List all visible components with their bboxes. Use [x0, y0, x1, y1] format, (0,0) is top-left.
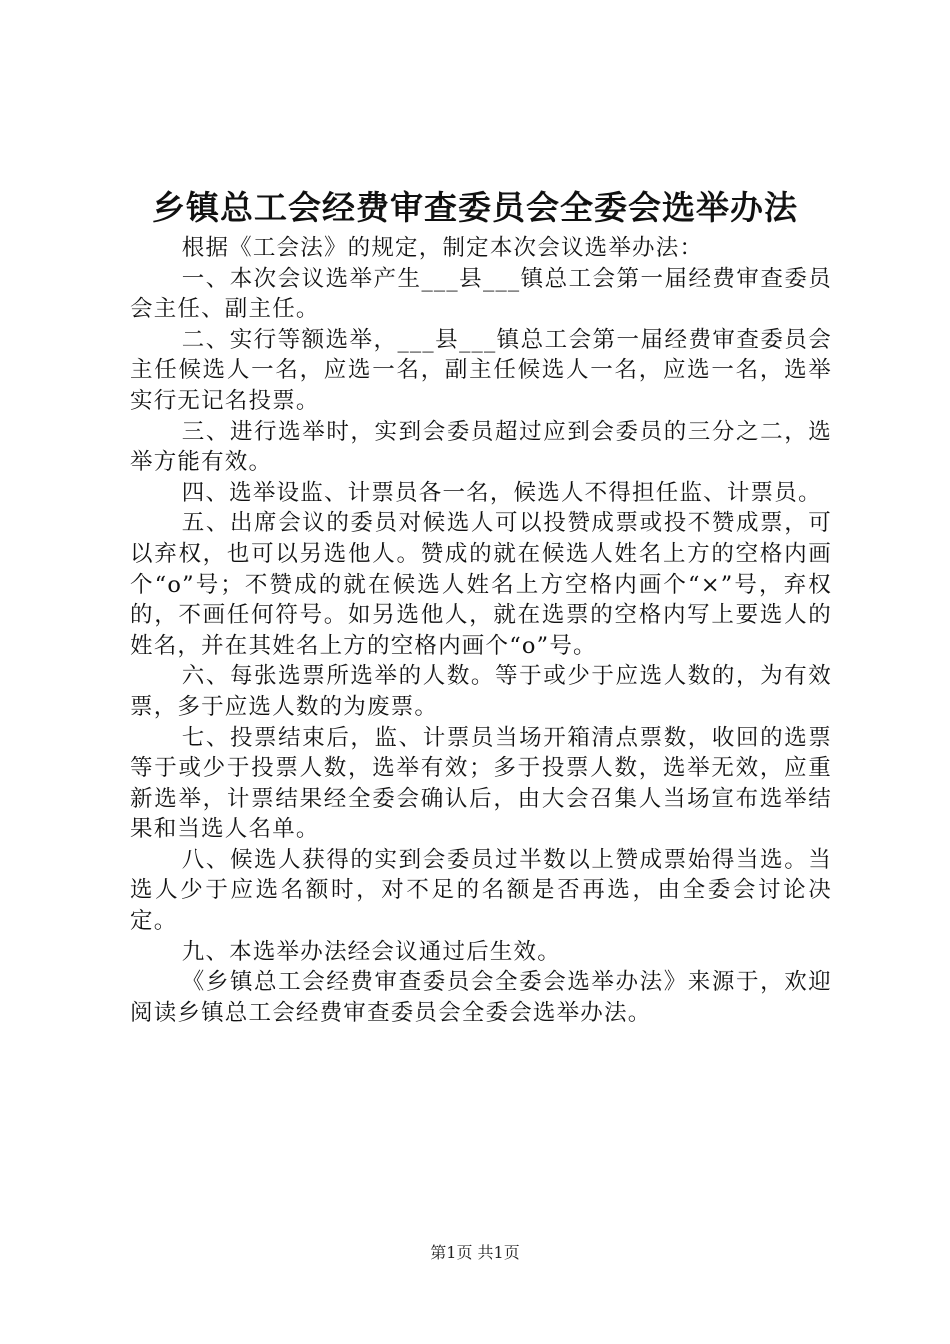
paragraph-intro: 根据《工会法》的规定，制定本次会议选举办法：: [181, 235, 704, 261]
paragraph-article-1: 一、本次会议选举产生___县___镇总工会第一届经费审查委员会主任、副主任。: [130, 265, 832, 323]
document-body: [130, 233, 832, 1028]
paragraph-article-5: 五、出席会议的委员对候选人可以投赞成票或投不赞成票，可以弃权，也可以另选他人。赞成的就在候选人姓名上方的空格内画个“o”号；不赞成的就在候选人姓名上方空格内画个“×”号，弃权的，不画任何符号。如另选他人，就在选票的空格内写上要选人的姓名，并在其姓名上方的空格内画个“o”号。: [130, 510, 832, 659]
page-number-footer: 第1页 共1页: [430, 1243, 520, 1262]
paragraph-article-2: 二、实行等额选举，___县___镇总工会第一届经费审查委员会主任候选人一名，应选一名，副主任候选人一名，应选一名，选举实行无记名投票。: [130, 326, 832, 414]
paragraph-article-9: 九、本选举办法经会议通过后生效。: [181, 938, 561, 965]
document-title: 乡镇总工会经费审查委员会全委会选举办法: [152, 188, 798, 227]
paragraph-article-4: 四、选举设监、计票员各一名，候选人不得担任监、计票员。: [181, 479, 822, 506]
paragraph-source-note: 《乡镇总工会经费审查委员会全委会选举办法》来源于，欢迎阅读乡镇总工会经费审查委员会全委会选举办法。: [130, 969, 832, 1026]
paragraph-article-3: 三、进行选举时，实到会委员超过应到会委员的三分之二，选举方能有效。: [130, 418, 832, 476]
paragraph-article-7: 七、投票结束后，监、计票员当场开箱清点票数，收回的选票等于或少于投票人数，选举有效；多于投票人数，选举无效，应重新选举，计票结果经全委会确认后，由大会召集人当场宣布选举结果和当选人名单。: [130, 724, 832, 843]
paragraph-article-6: 六、每张选票所选举的人数。等于或少于应选人数的，为有效票，多于应选人数的为废票。: [130, 663, 832, 720]
paragraph-article-8: 八、候选人获得的实到会委员过半数以上赞成票始得当选。当选人少于应选名额时，对不足的名额是否再选，由全委会讨论决定。: [130, 846, 832, 935]
